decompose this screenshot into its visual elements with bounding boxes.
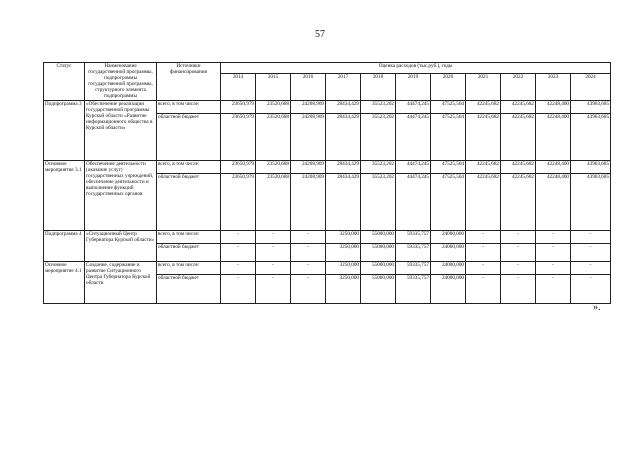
value-cell: - (291, 261, 326, 274)
header-status: Статус (44, 63, 85, 101)
value-cell: 59335,757 (396, 243, 431, 261)
value-cell: 42245,682 (466, 173, 501, 230)
value-cell: - (571, 230, 611, 243)
value-cell: - (256, 274, 291, 303)
value-cell: 47525,504 (431, 113, 466, 160)
table-row (44, 160, 611, 173)
year-header: 2023 (536, 73, 571, 100)
row-source: областной бюджет (157, 243, 221, 261)
page-number: 57 (315, 29, 325, 40)
value-cell: - (536, 274, 571, 303)
value-cell: 3250,000 (326, 230, 361, 243)
value-cell: - (571, 261, 611, 274)
value-cell: 55000,000 (361, 261, 396, 274)
header-costs: Оценка расходов (тыс.руб.), годы (221, 63, 611, 74)
value-cell: 42248,400 (536, 173, 571, 230)
table-row (44, 100, 611, 113)
value-cell: 43963,685 (571, 173, 611, 230)
year-header: 2015 (256, 73, 291, 100)
row-source: всего, в том числе: (157, 160, 221, 173)
row-source: областной бюджет (157, 173, 221, 230)
value-cell: 23650,979 (221, 160, 256, 173)
value-cell: 55000,000 (361, 274, 396, 303)
year-header: 2022 (501, 73, 536, 100)
year-header: 2019 (396, 73, 431, 100)
value-cell: 24000,000 (431, 274, 466, 303)
value-cell: - (466, 230, 501, 243)
table-row (44, 261, 611, 274)
row-name: «Обеспечение реализации государственной программы Курской области «Развитие информационного общества в Курской области» (85, 100, 157, 160)
value-cell: 35523,202 (361, 113, 396, 160)
value-cell: 3250,000 (326, 274, 361, 303)
row-source: всего, в том числе: (157, 100, 221, 113)
value-cell: 55000,000 (361, 243, 396, 261)
value-cell: 44474,245 (396, 160, 431, 173)
value-cell: 28434,429 (326, 173, 361, 230)
value-cell: 42245,682 (466, 160, 501, 173)
value-cell: - (221, 274, 256, 303)
value-cell: 42248,400 (536, 100, 571, 113)
value-cell: 35523,202 (361, 100, 396, 113)
value-cell: 23520,688 (256, 173, 291, 230)
value-cell: 59335,757 (396, 261, 431, 274)
budget-table (43, 62, 611, 304)
value-cell: 24000,000 (431, 230, 466, 243)
value-cell: 42248,400 (536, 113, 571, 160)
year-header: 2014 (221, 73, 256, 100)
value-cell: - (466, 243, 501, 261)
value-cell: - (291, 243, 326, 261)
value-cell: - (501, 261, 536, 274)
value-cell: 24208,909 (291, 173, 326, 230)
value-cell: 35523,202 (361, 173, 396, 230)
value-cell: 43963,685 (571, 113, 611, 160)
value-cell: 43963,685 (571, 100, 611, 113)
value-cell: 44474,245 (396, 100, 431, 113)
row-status: Основное мероприятие 4.1 (44, 261, 85, 303)
value-cell: - (536, 261, 571, 274)
value-cell: 59335,757 (396, 230, 431, 243)
value-cell: 24208,909 (291, 113, 326, 160)
row-name: Обеспечение деятельности (оказание услуг) государственных учреждений, обеспечение деятельности и выполнение функций государственных органов (85, 160, 157, 230)
row-status: Подпрограмма 3 (44, 100, 85, 160)
year-header: 2020 (431, 73, 466, 100)
value-cell: 44474,245 (396, 173, 431, 230)
value-cell: 44474,245 (396, 113, 431, 160)
value-cell: 28434,429 (326, 160, 361, 173)
row-source: всего, в том числе: (157, 261, 221, 274)
value-cell: 24208,909 (291, 100, 326, 113)
value-cell: 42245,682 (501, 173, 536, 230)
value-cell: 42245,682 (501, 113, 536, 160)
value-cell: - (256, 261, 291, 274)
value-cell: - (291, 230, 326, 243)
value-cell: 59335,757 (396, 274, 431, 303)
value-cell: - (536, 230, 571, 243)
value-cell: 23520,688 (256, 100, 291, 113)
row-source: всего, в том числе: (157, 230, 221, 243)
value-cell: 28434,429 (326, 100, 361, 113)
value-cell: - (291, 274, 326, 303)
value-cell: 24208,909 (291, 160, 326, 173)
year-header: 2024 (571, 73, 611, 100)
closing-mark: ». (593, 302, 601, 313)
table-body (44, 100, 611, 303)
row-name: Создание, содержание и развитие Ситуационного Центра Губернатора Курской области (85, 261, 157, 303)
value-cell: 42245,682 (501, 160, 536, 173)
value-cell: 55000,000 (361, 230, 396, 243)
value-cell: 28434,429 (326, 113, 361, 160)
value-cell: 43963,685 (571, 160, 611, 173)
value-cell: - (536, 243, 571, 261)
value-cell: 23520,688 (256, 113, 291, 160)
value-cell: 47525,504 (431, 160, 466, 173)
value-cell: 24000,000 (431, 261, 466, 274)
year-header: 2018 (361, 73, 396, 100)
value-cell: 23520,688 (256, 160, 291, 173)
row-status: Подпрограмма 4 (44, 230, 85, 261)
value-cell: 3250,000 (326, 243, 361, 261)
year-header: 2017 (326, 73, 361, 100)
value-cell: 23650,979 (221, 113, 256, 160)
header-source: Источники финансирования (157, 63, 221, 101)
value-cell: - (466, 274, 501, 303)
row-status: Основное мероприятие 3.1 (44, 160, 85, 230)
value-cell: 42245,682 (466, 100, 501, 113)
value-cell: 42245,682 (466, 113, 501, 160)
value-cell: - (221, 243, 256, 261)
table-row (44, 230, 611, 243)
value-cell: 42248,400 (536, 160, 571, 173)
value-cell: 24000,000 (431, 243, 466, 261)
value-cell: 42245,682 (501, 100, 536, 113)
year-header: 2021 (466, 73, 501, 100)
value-cell: - (256, 230, 291, 243)
value-cell: 35523,202 (361, 160, 396, 173)
value-cell: - (221, 261, 256, 274)
value-cell: 47525,504 (431, 100, 466, 113)
value-cell: 23650,979 (221, 173, 256, 230)
header-name: Наименование государственной программы, подпрограммы государственной программы, структурного элемента подпрограммы (85, 63, 157, 101)
value-cell: 23650,979 (221, 100, 256, 113)
year-header: 2016 (291, 73, 326, 100)
value-cell: - (571, 274, 611, 303)
value-cell: 3250,000 (326, 261, 361, 274)
value-cell: - (571, 243, 611, 261)
value-cell: - (221, 230, 256, 243)
value-cell: - (256, 243, 291, 261)
row-source: областной бюджет (157, 113, 221, 160)
value-cell: - (501, 274, 536, 303)
value-cell: - (466, 261, 501, 274)
row-source: областной бюджет (157, 274, 221, 303)
value-cell: 47525,504 (431, 173, 466, 230)
row-name: «Ситуационный Центр Губернатора Курской области» (85, 230, 157, 261)
value-cell: - (501, 243, 536, 261)
value-cell: - (501, 230, 536, 243)
